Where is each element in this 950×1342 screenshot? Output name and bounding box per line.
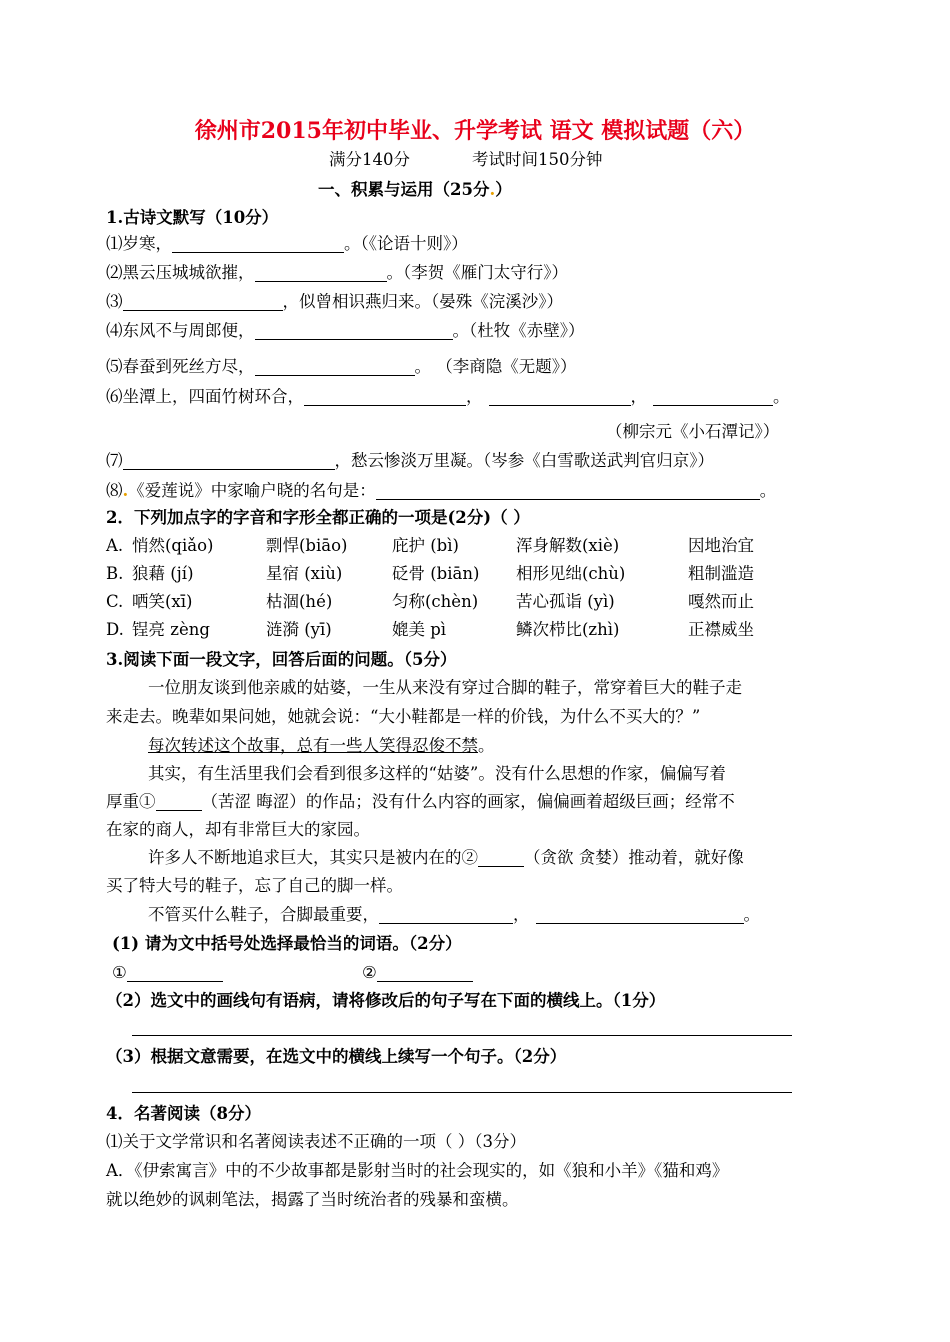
q3-paragraph-5-start: 不管买什么鞋子，合脚最重要， bbox=[148, 905, 379, 924]
option-item: 庇护 (bì) bbox=[392, 536, 459, 555]
q1-line-7 bbox=[106, 449, 714, 473]
exam-time: 考试时间150分钟 bbox=[472, 150, 603, 169]
q1-line-6-comma-2: ， bbox=[630, 387, 647, 406]
q1-line-4-prompt: ⑷东风不与周郎便， bbox=[106, 321, 255, 340]
option-item: 狼藉 (jí) bbox=[132, 564, 194, 583]
q1-line-8-dot: . bbox=[122, 481, 129, 500]
option-item: 粗制滥造 bbox=[688, 564, 754, 583]
option-item: 砭骨 (biān) bbox=[392, 564, 480, 583]
q2-heading: 2．下列加点字的字音和字形全都正确的一项是(2分)（ ） bbox=[106, 508, 530, 527]
answer-blank[interactable] bbox=[536, 905, 744, 924]
q3-paragraph-3b-rest: （苦涩 晦涩）的作品；没有什么内容的画家，偏偏画着超级巨画；经常不 bbox=[201, 792, 735, 811]
section-heading-text: 一、积累与运用（25分 bbox=[318, 180, 490, 199]
q1-line-3-prompt: ⑶ bbox=[106, 292, 123, 311]
q3-paragraph-5-comma: ， bbox=[513, 905, 530, 924]
q3-paragraph-3b bbox=[106, 790, 735, 814]
option-label: A. bbox=[106, 536, 124, 555]
q4-heading: 4．名著阅读（8分） bbox=[106, 1104, 261, 1123]
answer-line[interactable] bbox=[132, 1092, 792, 1093]
q1-line-5-prompt: ⑸春蚕到死丝方尽， bbox=[106, 357, 255, 376]
answer-blank[interactable] bbox=[379, 905, 513, 924]
option-item: 锃亮 zèng bbox=[132, 620, 210, 639]
option-item: 因地治宜 bbox=[688, 536, 754, 555]
q3-sub-1-answer-2 bbox=[362, 961, 473, 985]
q3-paragraph-3a: 其实，有生活里我们会看到很多这样的“姑婆”。没有什么思想的作家，偏偏写着 bbox=[148, 764, 726, 783]
q3-paragraph-1a: 一位朋友谈到他亲戚的姑婆，一生从来没有穿过合脚的鞋子，常穿着巨大的鞋子走 bbox=[148, 678, 742, 697]
q1-line-8-text: 《爱莲说》中家喻户晓的名句是： bbox=[128, 481, 376, 500]
answer-blank[interactable] bbox=[123, 292, 283, 311]
option-item: 鳞次栉比(zhì) bbox=[516, 620, 620, 639]
q3-paragraph-2-end: 。 bbox=[478, 736, 495, 755]
answer-blank[interactable] bbox=[255, 263, 387, 282]
option-item: 浑身解数(xiè) bbox=[516, 536, 620, 555]
q1-line-6-prompt: ⑹坐潭上，四面竹树环合， bbox=[106, 387, 304, 406]
option-item: 嘎然而止 bbox=[688, 592, 754, 611]
q1-line-6-comma: ， bbox=[466, 387, 483, 406]
answer-blank[interactable] bbox=[376, 481, 760, 500]
q3-paragraph-2 bbox=[148, 734, 495, 758]
q1-line-5-source: 。 （李商隐《无题》） bbox=[414, 357, 577, 376]
q3-paragraph-5-end: 。 bbox=[743, 905, 760, 924]
q3-paragraph-3b-start: 厚重① bbox=[106, 792, 156, 811]
answer-blank[interactable] bbox=[489, 387, 631, 406]
option-label: B. bbox=[106, 564, 124, 583]
q3-paragraph-5 bbox=[148, 903, 760, 927]
q1-line-6-source: （柳宗元《小石潭记》） bbox=[606, 422, 780, 441]
option-item: 星宿 (xiù) bbox=[266, 564, 343, 583]
q3-sub-2: （2）选文中的画线句有语病，请将修改后的句子写在下面的横线上。（1分） bbox=[106, 991, 666, 1010]
q4-sub-1: ⑴关于文学常识和名著阅读表述不正确的一项（ ）（3分） bbox=[106, 1132, 526, 1151]
q3-paragraph-3c: 在家的商人，却有非常巨大的家园。 bbox=[106, 820, 370, 839]
option-item: 匀称(chèn) bbox=[392, 592, 479, 611]
q1-line-5 bbox=[106, 355, 577, 379]
section-heading bbox=[318, 178, 512, 202]
q3-paragraph-4a-start: 许多人不断地追求巨大，其实只是被内在的② bbox=[148, 848, 478, 867]
q3-paragraph-1b: 来走去。晚辈如果问她，她就会说：“大小鞋都是一样的价钱，为什么不买大的？” bbox=[106, 707, 701, 726]
option-item: 枯涸(hé) bbox=[266, 592, 333, 611]
q1-line-6 bbox=[106, 385, 790, 409]
exam-title: 徐州市2015年初中毕业、升学考试 语文 模拟试题（六） bbox=[194, 118, 756, 144]
q3-paragraph-4b: 买了特大号的鞋子，忘了自己的脚一样。 bbox=[106, 876, 403, 895]
q3-heading: 3.阅读下面一段文字，回答后面的问题。（5分） bbox=[106, 650, 457, 669]
answer-blank[interactable] bbox=[478, 848, 524, 867]
answer-blank[interactable] bbox=[127, 963, 223, 982]
q1-line-1-prompt: ⑴岁寒， bbox=[106, 234, 172, 253]
q3-sub-1-answer-1 bbox=[112, 961, 223, 985]
section-heading-dot: . bbox=[489, 180, 496, 199]
q3-sub-3: （3）根据文意需要，在选文中的横线上续写一个句子。（2分） bbox=[106, 1047, 567, 1066]
q3-sub-1: (1) 请为文中括号处选择最恰当的词语。（2分） bbox=[112, 934, 462, 953]
underlined-sentence: 每次转述这个故事，总有一些人笑得忍俊不禁 bbox=[148, 736, 478, 755]
q1-line-3 bbox=[106, 290, 563, 314]
answer-blank[interactable] bbox=[653, 387, 773, 406]
q3-paragraph-4a-rest: （贪欲 贪婪）推动着，就好像 bbox=[524, 848, 744, 867]
option-marker: ① bbox=[112, 963, 127, 982]
answer-blank[interactable] bbox=[377, 963, 473, 982]
q1-line-1-source: 。（《论语十则》） bbox=[344, 234, 468, 253]
q1-line-2 bbox=[106, 261, 568, 285]
answer-blank[interactable] bbox=[255, 321, 453, 340]
q3-paragraph-4a bbox=[148, 846, 744, 870]
option-label: C. bbox=[106, 592, 124, 611]
option-item: 涟漪 (yī) bbox=[266, 620, 332, 639]
q1-line-2-source: 。（李贺《雁门太守行》） bbox=[386, 263, 568, 282]
answer-line[interactable] bbox=[132, 1035, 792, 1036]
answer-blank[interactable] bbox=[156, 792, 202, 811]
option-item: 正襟威坐 bbox=[688, 620, 754, 639]
q1-line-4 bbox=[106, 319, 585, 343]
option-marker: ② bbox=[362, 963, 377, 982]
q1-line-2-prompt: ⑵黑云压城城欲摧， bbox=[106, 263, 255, 282]
option-item: 哂笑(xī) bbox=[132, 592, 193, 611]
q1-line-7-prompt: ⑺ bbox=[106, 451, 123, 470]
q1-line-8-end: 。 bbox=[759, 481, 777, 500]
answer-blank[interactable] bbox=[123, 451, 335, 470]
answer-blank[interactable] bbox=[304, 387, 466, 406]
full-score: 满分140分 bbox=[329, 150, 410, 169]
section-heading-close: ） bbox=[495, 180, 512, 199]
q4-option-a-line-2: 就以绝妙的讽刺笔法，揭露了当时统治者的残暴和蛮横。 bbox=[106, 1190, 519, 1209]
answer-blank[interactable] bbox=[172, 234, 344, 253]
q1-line-8 bbox=[106, 479, 776, 503]
q4-option-a-line-1: A．《伊索寓言》中的不少故事都是影射当时的社会现实的，如《狼和小羊》《猫和鸡》 bbox=[106, 1161, 729, 1180]
q1-heading: 1.古诗文默写（10分） bbox=[106, 208, 279, 227]
q1-line-8-prompt: ⑻ bbox=[106, 481, 123, 500]
q1-line-6-end: 。 bbox=[773, 387, 790, 406]
q1-line-1 bbox=[106, 232, 468, 256]
option-item: 剽悍(biāo) bbox=[266, 536, 348, 555]
q1-line-7-source: ，愁云惨淡万里凝。（岑参《白雪歌送武判官归京》） bbox=[334, 451, 714, 470]
option-item: 相形见绌(chù) bbox=[516, 564, 626, 583]
option-label: D. bbox=[106, 620, 124, 639]
option-item: 苦心孤诣 (yì) bbox=[516, 592, 615, 611]
option-item: 媲美 pì bbox=[392, 620, 447, 639]
answer-blank[interactable] bbox=[255, 357, 415, 376]
q1-line-3-source: ，似曾相识燕归来。（晏殊《浣溪沙》） bbox=[282, 292, 563, 311]
option-item: 悄然(qiǎo) bbox=[132, 536, 214, 555]
q1-line-4-source: 。（杜牧《赤壁》） bbox=[452, 321, 585, 340]
